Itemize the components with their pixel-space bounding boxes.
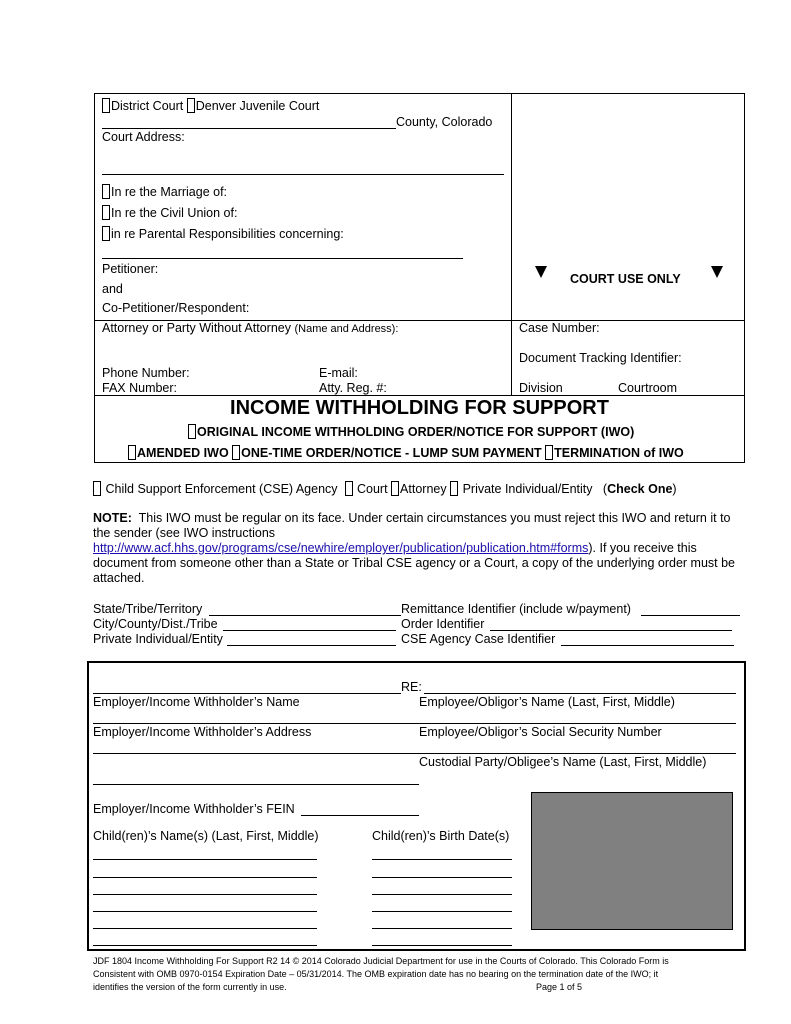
cse-label: Child Support Enforcement (CSE) Agency bbox=[105, 482, 338, 496]
termination-checkbox[interactable] bbox=[545, 445, 553, 460]
child-dob-line-3[interactable] bbox=[372, 894, 512, 895]
child-name-line-5[interactable] bbox=[93, 928, 317, 929]
and-label: and bbox=[102, 282, 123, 296]
fax-label: FAX Number: bbox=[102, 381, 178, 395]
caption-divider bbox=[511, 93, 512, 395]
order-type-row bbox=[128, 445, 684, 460]
attorney-label: Attorney or Party Without Attorney bbox=[102, 321, 291, 335]
footer-line-3: identifies the version of the form currently in use. bbox=[93, 982, 287, 992]
employer-fein-line[interactable] bbox=[301, 815, 419, 816]
termination-label: TERMINATION of IWO bbox=[554, 446, 684, 460]
state-tribe-label: State/Tribe/Territory bbox=[93, 602, 203, 616]
order-type-original bbox=[188, 424, 634, 439]
case-number-label: Case Number: bbox=[519, 321, 600, 335]
down-arrow-right-icon bbox=[711, 266, 723, 278]
remittance-label: Remittance Identifier (include w/payment) bbox=[401, 602, 631, 616]
district-court-checkbox[interactable] bbox=[102, 98, 110, 113]
court-checkbox[interactable] bbox=[345, 481, 353, 496]
child-dob-line-5[interactable] bbox=[372, 928, 512, 929]
child-dob-line-1[interactable] bbox=[372, 859, 512, 860]
note-text-1: This IWO must be regular on its face. Under certain circumstances you must reject this IWO and return it to the sender (see IWO instructions bbox=[93, 511, 731, 540]
child-name-line-2[interactable] bbox=[93, 877, 317, 878]
juvenile-court-checkbox[interactable] bbox=[187, 98, 195, 113]
note-paragraph bbox=[93, 511, 745, 586]
note-label: NOTE: bbox=[93, 511, 132, 525]
re-label: RE: bbox=[401, 680, 422, 694]
child-dob-line-4[interactable] bbox=[372, 911, 512, 912]
tracking-label: Document Tracking Identifier: bbox=[519, 351, 682, 365]
children-names-label: Child(ren)’s Name(s) (Last, First, Middle) bbox=[93, 829, 319, 843]
city-county-line[interactable] bbox=[223, 630, 396, 631]
court-use-only-label: COURT USE ONLY bbox=[570, 272, 681, 286]
iwo-instructions-link[interactable]: http://www.acf.hhs.gov/programs/cse/newhire/employer/publication/publication.htm#forms bbox=[93, 541, 589, 555]
employer-name-line[interactable] bbox=[93, 693, 401, 694]
atty-reg-label: Atty. Reg. #: bbox=[319, 381, 387, 395]
cse-checkbox[interactable] bbox=[93, 481, 101, 496]
city-county-label: City/County/Dist./Tribe bbox=[93, 617, 218, 631]
marriage-label: In re the Marriage of: bbox=[111, 185, 228, 199]
children-dob-label: Child(ren)’s Birth Date(s) bbox=[372, 829, 510, 843]
original-iwo-checkbox[interactable] bbox=[188, 424, 196, 439]
marriage-checkbox[interactable] bbox=[102, 184, 110, 199]
note-text-2: ). If you receive this document from someone other than a State or Tribal CSE agency or a Court, a copy of the underlying order must be attached. bbox=[93, 541, 736, 585]
parental-checkbox[interactable] bbox=[102, 226, 110, 241]
attorney-label-row bbox=[102, 321, 398, 335]
down-arrow-left-icon bbox=[535, 266, 547, 278]
caption-row-separator-2 bbox=[94, 395, 745, 396]
original-iwo-label: ORIGINAL INCOME WITHHOLDING ORDER/NOTICE FOR SUPPORT (IWO) bbox=[197, 425, 635, 439]
child-dob-line-2[interactable] bbox=[372, 877, 512, 878]
county-suffix: County, Colorado bbox=[396, 115, 493, 129]
private-label: Private Individual/Entity bbox=[462, 482, 593, 496]
child-dob-line-6[interactable] bbox=[372, 945, 512, 946]
obligor-name-line[interactable] bbox=[424, 693, 736, 694]
court-address-label: Court Address: bbox=[102, 130, 185, 144]
order-identifier-line[interactable] bbox=[490, 630, 732, 631]
email-label: E-mail: bbox=[319, 366, 358, 380]
division-label: Division bbox=[519, 381, 563, 395]
case-type-civil-union bbox=[102, 205, 237, 220]
court-label: Court bbox=[356, 482, 388, 496]
amended-iwo-checkbox[interactable] bbox=[128, 445, 136, 460]
child-name-line-1[interactable] bbox=[93, 859, 317, 860]
cse-case-label: CSE Agency Case Identifier bbox=[401, 632, 556, 646]
attorney-sub-label: (Name and Address): bbox=[294, 323, 399, 335]
private-entity-line[interactable] bbox=[227, 645, 396, 646]
attorney-sender-label: Attorney bbox=[400, 482, 447, 496]
co-petitioner-label: Co-Petitioner/Respondent: bbox=[102, 301, 250, 315]
case-type-parental bbox=[102, 226, 344, 241]
sender-row: Child Support Enforcement (CSE) Agency Court Attorney Private Individual/Entity (Check One) bbox=[93, 481, 677, 496]
shaded-box bbox=[531, 792, 733, 930]
footer-line-1: JDF 1804 Income Withholding For Support R2 14 © 2014 Colorado Judicial Department for use in the Courts of Colorado. This Colorado Form is bbox=[93, 956, 669, 966]
civil-union-checkbox[interactable] bbox=[102, 205, 110, 220]
employer-address-line-1[interactable] bbox=[93, 723, 736, 724]
juvenile-court-label: Denver Juvenile Court bbox=[195, 99, 320, 113]
amended-iwo-label: AMENDED IWO bbox=[137, 446, 229, 460]
petitioner-label: Petitioner: bbox=[102, 262, 159, 276]
case-type-marriage bbox=[102, 184, 227, 199]
form-title: INCOME WITHHOLDING FOR SUPPORT bbox=[230, 397, 609, 419]
employer-address-label: Employer/Income Withholder’s Address bbox=[93, 725, 312, 739]
check-one-label: Check One bbox=[607, 482, 673, 496]
employer-name-label: Employer/Income Withholder’s Name bbox=[93, 695, 300, 709]
page-number: Page 1 of 5 bbox=[536, 982, 583, 992]
county-field-line[interactable] bbox=[102, 128, 396, 129]
child-name-line-3[interactable] bbox=[93, 894, 317, 895]
district-court-label: District Court bbox=[111, 99, 184, 113]
private-entity-label: Private Individual/Entity bbox=[93, 632, 223, 646]
courtroom-label: Courtroom bbox=[618, 381, 678, 395]
order-identifier-label: Order Identifier bbox=[401, 617, 485, 631]
attorney-checkbox[interactable] bbox=[391, 481, 399, 496]
employer-address-line-3[interactable] bbox=[93, 784, 419, 785]
court-address-line[interactable] bbox=[102, 174, 504, 175]
civil-union-label: In re the Civil Union of: bbox=[111, 206, 238, 220]
parties-line[interactable] bbox=[102, 258, 463, 259]
phone-label: Phone Number: bbox=[102, 366, 190, 380]
one-time-label: ONE-TIME ORDER/NOTICE - LUMP SUM PAYMENT bbox=[241, 446, 542, 460]
employer-address-line-2[interactable] bbox=[93, 753, 736, 754]
custodial-party-label: Custodial Party/Obligee’s Name (Last, First, Middle) bbox=[419, 755, 707, 769]
cse-case-line[interactable] bbox=[561, 645, 734, 646]
private-checkbox[interactable] bbox=[450, 481, 458, 496]
footer-line-2: Consistent with OMB 0970-0154 Expiration Date – 05/31/2014. The OMB expiration date has no bearing on the termination date of the IWO; it bbox=[93, 969, 659, 979]
state-tribe-line[interactable] bbox=[209, 615, 401, 616]
remittance-line[interactable] bbox=[641, 615, 740, 616]
one-time-checkbox[interactable] bbox=[232, 445, 240, 460]
court-selection bbox=[102, 98, 319, 113]
child-name-line-6[interactable] bbox=[93, 945, 317, 946]
obligor-ssn-label: Employee/Obligor’s Social Security Number bbox=[419, 725, 662, 739]
parental-label: in re Parental Responsibilities concerning: bbox=[111, 227, 344, 241]
child-name-line-4[interactable] bbox=[93, 911, 317, 912]
employer-fein-label: Employer/Income Withholder’s FEIN bbox=[93, 802, 295, 816]
obligor-name-label: Employee/Obligor’s Name (Last, First, Middle) bbox=[419, 695, 675, 709]
